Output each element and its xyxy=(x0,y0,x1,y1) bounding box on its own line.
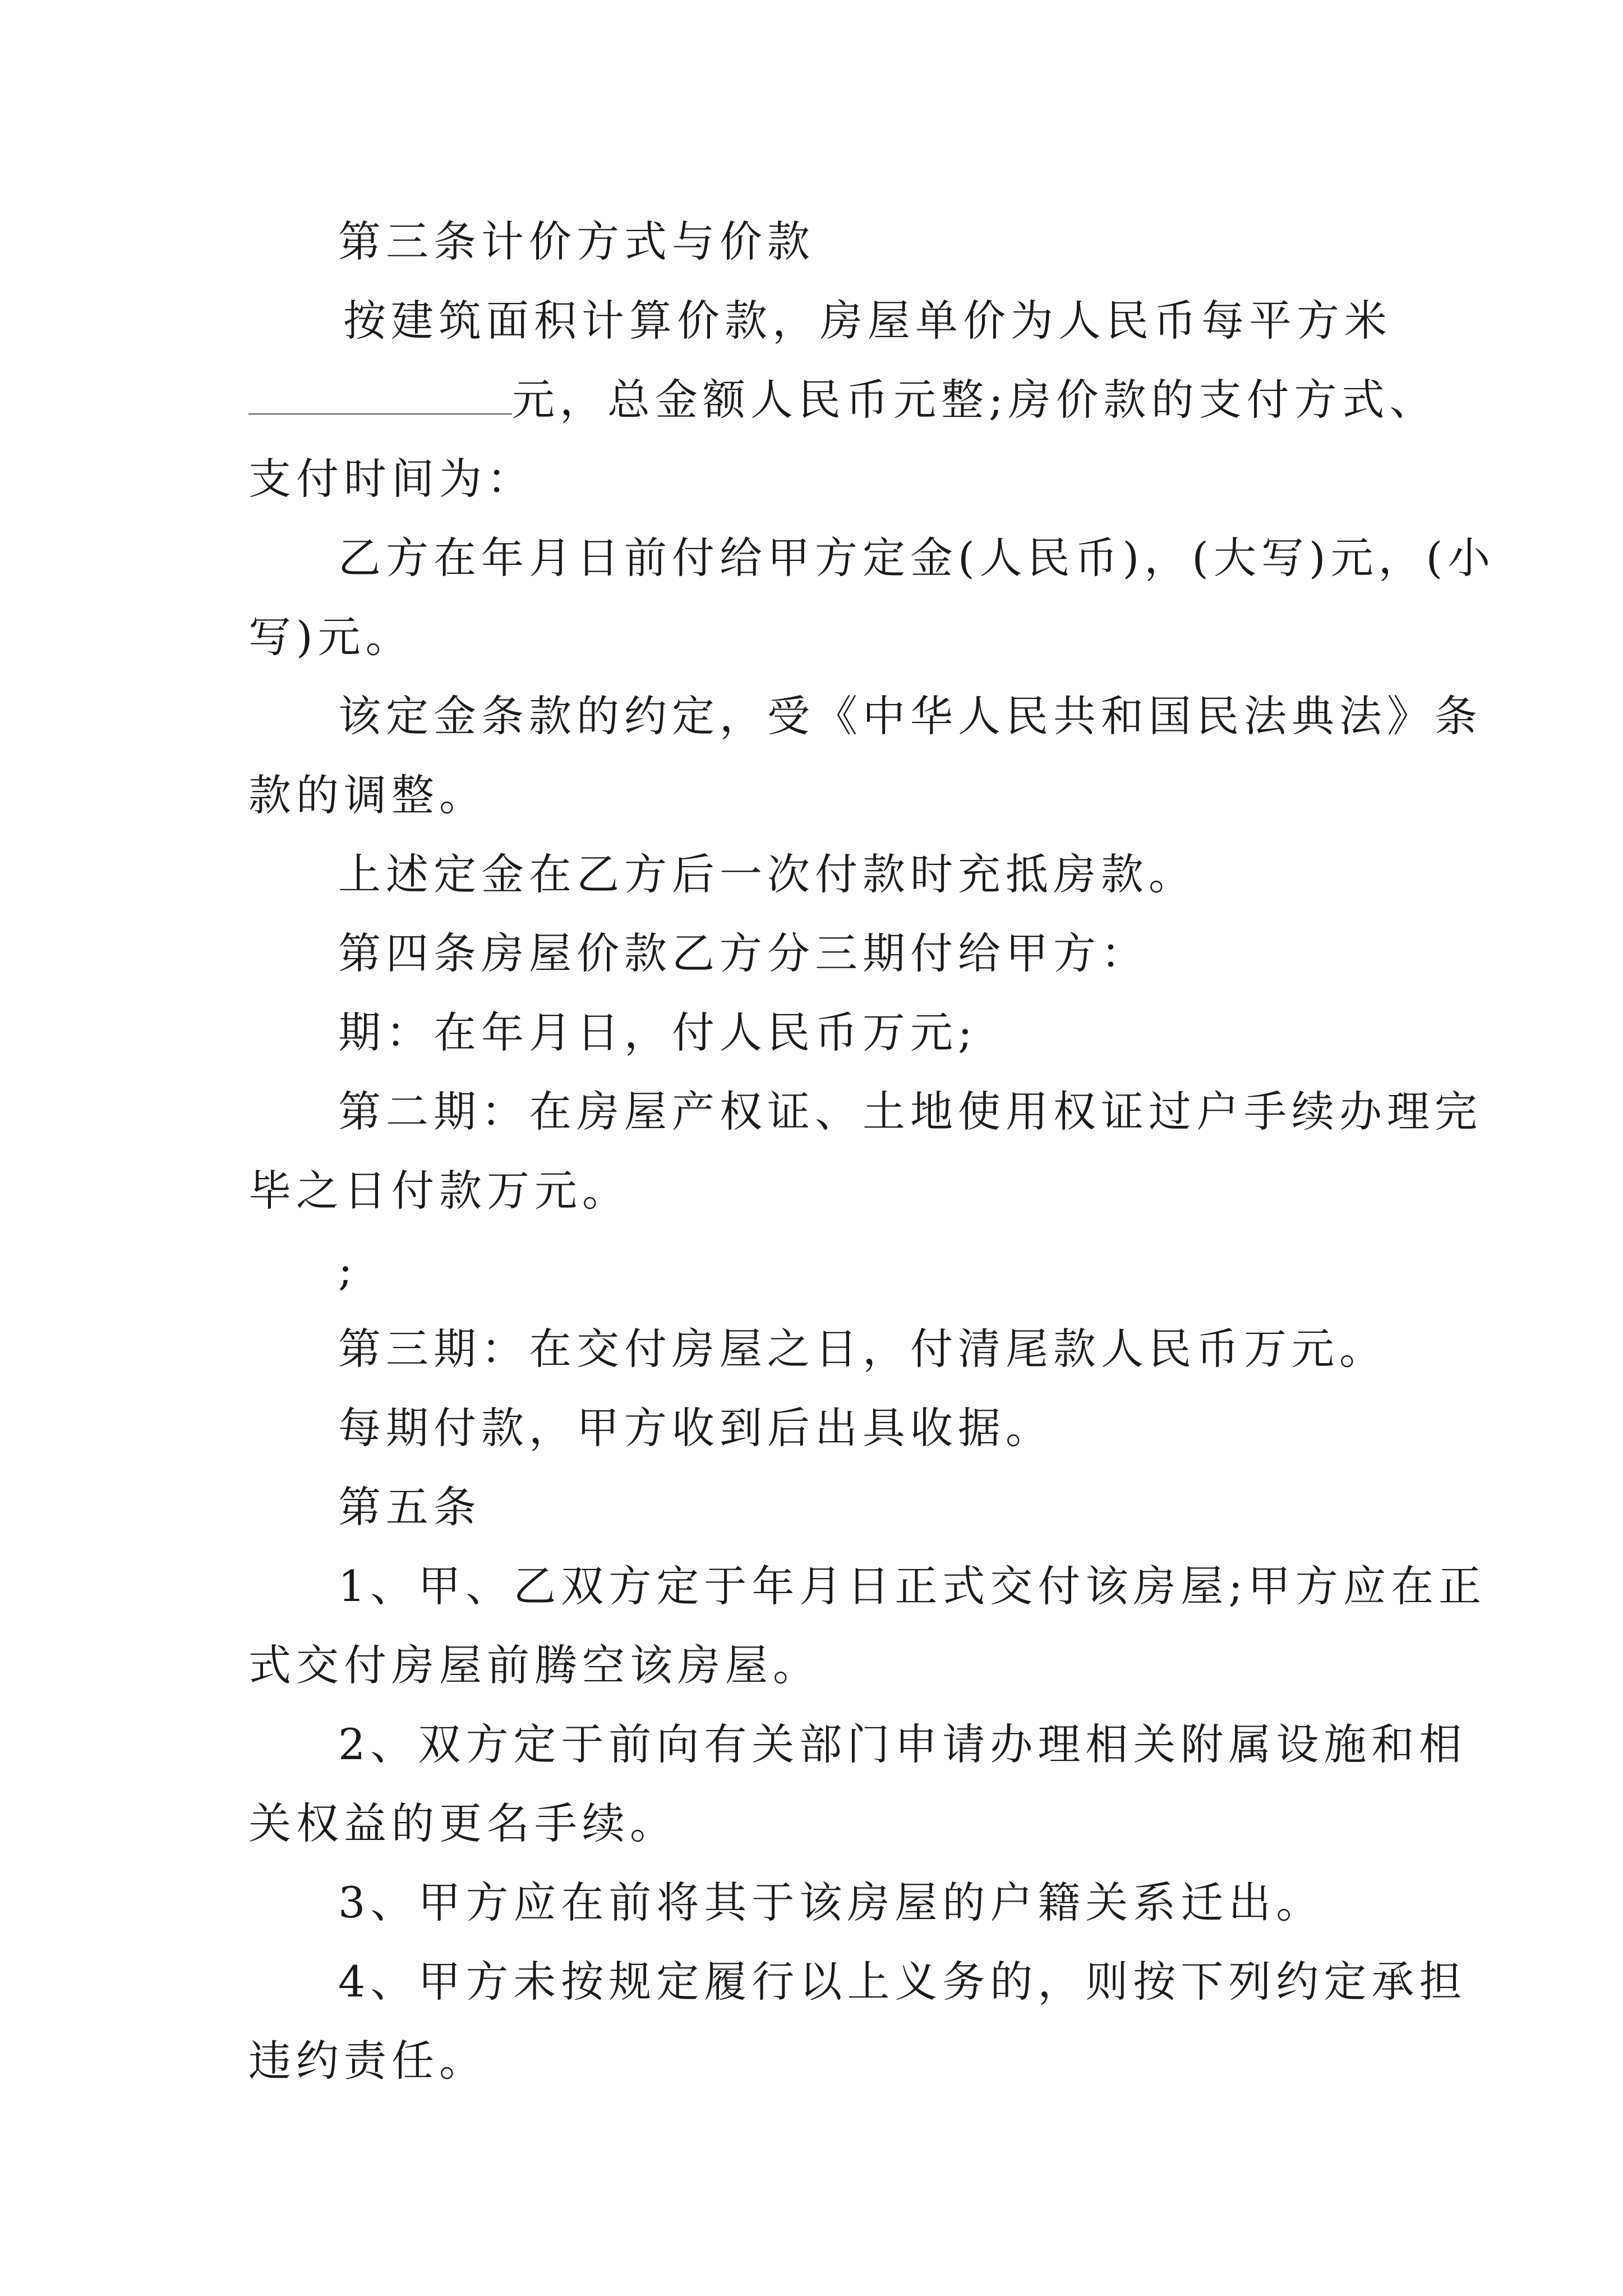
paragraph-line: 第二期：在房屋产权证、土地使用权证过户手续办理完 xyxy=(338,1087,1482,1137)
paragraph-line: 违约责任。 xyxy=(248,2036,487,2086)
paragraph-line: 关权益的更名手续。 xyxy=(248,1798,677,1848)
paragraph-line: 1、甲、乙双方定于年月日正式交付该房屋;甲方应在正 xyxy=(338,1561,1486,1611)
article-5-heading: 第五条 xyxy=(338,1482,481,1532)
paragraph-line: 4、甲方未按规定履行以上义务的，则按下列约定承担 xyxy=(338,1957,1467,2007)
paragraph-line: 3、甲方应在前将其于该房屋的户籍关系迁出。 xyxy=(338,1878,1324,1927)
paragraph-line: 毕之日付款万元。 xyxy=(248,1166,630,1216)
paragraph-line: 支付时间为： xyxy=(248,454,534,504)
paragraph-line: 2、双方定于前向有关部门申请办理相关附属设施和相 xyxy=(338,1719,1467,1769)
paragraph-line: ; xyxy=(338,1245,358,1295)
paragraph-line: 式交付房屋前腾空该房屋。 xyxy=(248,1640,820,1690)
fill-in-blank xyxy=(248,380,512,415)
paragraph-line: 款的调整。 xyxy=(248,770,487,820)
paragraph-line: 写)元。 xyxy=(248,612,413,662)
paragraph-line: 该定金条款的约定，受《中华人民共和国民法典法》条 xyxy=(338,691,1482,741)
paragraph-line-text: 元，总金额人民币元整;房价款的支付方式、 xyxy=(512,375,1437,425)
paragraph-line: 期：在年月日，付人民币万元; xyxy=(338,1007,978,1057)
paragraph-line: 上述定金在乙方后一次付款时充抵房款。 xyxy=(338,849,1196,899)
article-3-heading: 第三条计价方式与价款 xyxy=(338,217,815,266)
paragraph-line: 每期付款，甲方收到后出具收据。 xyxy=(338,1403,1053,1453)
paragraph-line: 乙方在年月日前付给甲方定金(人民币)，(大写)元，(小 xyxy=(338,533,1496,583)
paragraph-line-with-blank xyxy=(248,375,1437,425)
article-4-heading: 第四条房屋价款乙方分三期付给甲方： xyxy=(338,928,1149,978)
paragraph-line: 第三期：在交付房屋之日，付清尾款人民币万元。 xyxy=(338,1324,1387,1374)
paragraph-line: 按建筑面积计算价款，房屋单价为人民币每平方米 xyxy=(343,296,1392,346)
